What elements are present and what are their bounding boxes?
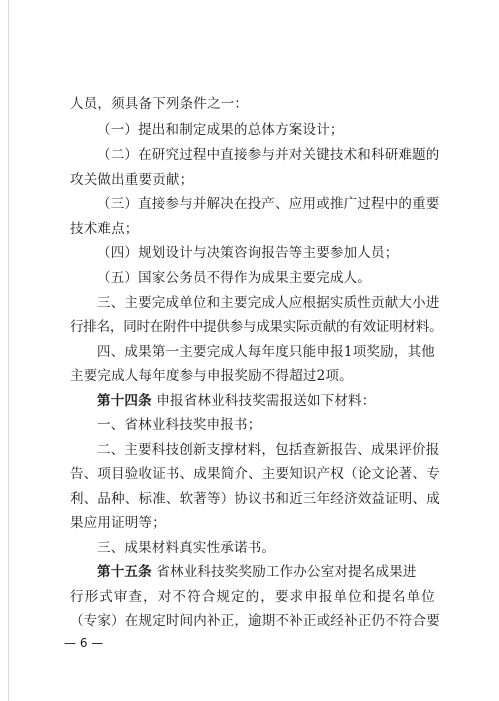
article-15-label: 第十五条 (97, 564, 152, 580)
text-line: 果应用证明等； (70, 515, 166, 531)
text-line: （三）直接参与并解决在投产、应用或推广过程中的重要 (97, 196, 440, 212)
text-line: 主要完成人每年度参与申报奖励不得超过2项。 (70, 368, 353, 384)
text-line: （专家）在规定时间内补正，逾期不补正或经补正仍不符合要 (70, 613, 440, 629)
page-edge (8, 0, 9, 701)
text-line: 一、省林业科技奖申报书； (97, 417, 262, 433)
text-line: 三、主要完成单位和主要完成人应根据实质性贡献大小进 (97, 295, 440, 311)
article-14-paragraph (97, 391, 435, 411)
article-15-paragraph (97, 562, 435, 582)
text-line: 行形式审查，对不符合规定的，要求申报单位和提名单位 (70, 589, 435, 605)
text-line: 人员，须具备下列条件之一： (70, 96, 249, 112)
text-line: （四）规划设计与决策咨询报告等主要参加人员； (97, 245, 399, 261)
text-line: 二、主要科技创新支撑材料，包括查新报告、成果评价报 (97, 442, 440, 458)
text-line: 三、成果材料真实性承诺书。 (97, 540, 276, 556)
text-line: 告、项目验收证书、成果简介、主要知识产权（论文论著、专 (70, 466, 440, 482)
text-line: （五）国家公务员不得作为成果主要完成人。 (97, 270, 371, 286)
text-line: 利、品种、标准、软著等）协议书和近三年经济效益证明、成 (70, 491, 440, 507)
article-14-label: 第十四条 (97, 393, 152, 409)
text-line: 申报省林业科技奖需报送如下材料： (156, 393, 376, 409)
text-line: 攻关做出重要贡献； (70, 172, 194, 188)
text-line: （一）提出和制定成果的总体方案设计； (97, 122, 344, 138)
text-line: 行排名，同时在附件中提供参与成果实际贡献的有效证明材料。 (70, 319, 443, 335)
text-line: 技术难点； (70, 221, 139, 237)
page-number: — 6 — (64, 636, 104, 650)
text-line: 四、成果第一主要完成人每年度只能申报1项奖励，其他 (97, 344, 435, 360)
text-line: 省林业科技奖奖励工作办公室对提名成果进 (156, 564, 417, 580)
text-line: （二）在研究过程中直接参与并对关键技术和科研难题的 (97, 147, 440, 163)
